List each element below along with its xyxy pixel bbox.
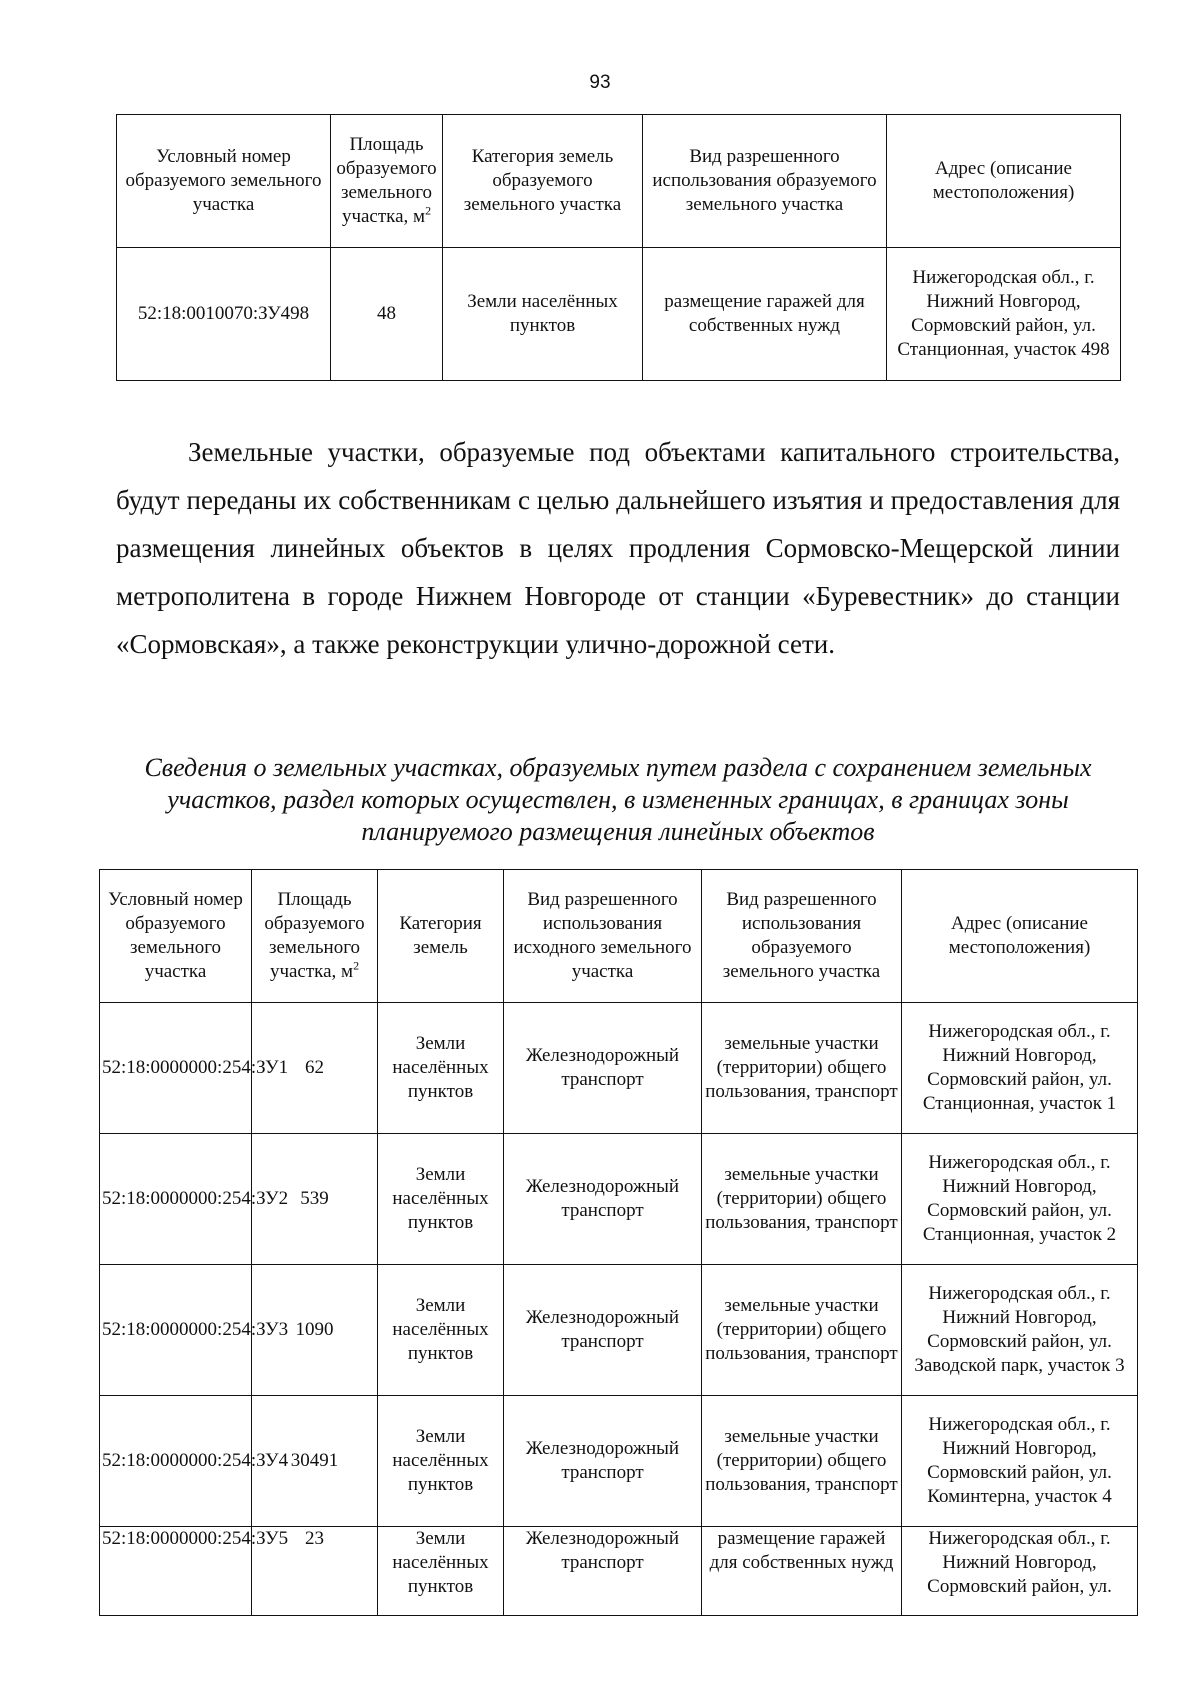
cell-source-use: Железнодорожный транспорт [504, 1265, 702, 1396]
cell-area: 62 [252, 1003, 378, 1134]
cell-source-use [504, 1527, 702, 1616]
cell-new-use: земельные участки (территории) общего пользования, транспорт [702, 1134, 902, 1265]
cell-area: 1090 [252, 1265, 378, 1396]
land-plot-table-1 [116, 114, 1121, 381]
cell-category: Земли населённых пунктов [443, 248, 643, 381]
cell-clip: Железнодорожный транспорт [525, 1528, 680, 1573]
cell-address: Нижегородская обл., г. Нижний Новгород, Сормовский район, ул. Станционная, участок 498 [887, 248, 1121, 381]
header-category: Категория земель [378, 870, 504, 1003]
cell-permitted-use: размещение гаражей для собственных нужд [643, 248, 887, 381]
table-caption: Сведения о земельных участках, образуемых путем раздела с сохранением земельных участков, раздел которых осуществлен, в измененных границах, в границах зоны планируемого размещения линейных объектов [144, 753, 1092, 846]
header-category: Категория земель образуемого земельного участка [443, 115, 643, 248]
cell-source-use: Железнодорожный транспорт [504, 1396, 702, 1527]
cell-source-use: Железнодорожный транспорт [504, 1003, 702, 1134]
cell-clip: Земли населённых пунктов [392, 1528, 489, 1597]
header-area: Площадь образуемого земельного участка, $м^2$ [331, 115, 443, 248]
table-row [100, 1134, 1138, 1265]
table-header-row [100, 870, 1138, 1003]
cell-area: 30491 [252, 1396, 378, 1527]
header-address: Адрес (описание местоположения) [902, 870, 1138, 1003]
cell-address: Нижегородская обл., г. Нижний Новгород, Сормовский район, ул. Заводской парк, участок 3 [902, 1265, 1138, 1396]
cell-category [378, 1527, 504, 1616]
cell-source-use: Железнодорожный транспорт [504, 1134, 702, 1265]
cell-category: Земли населённых пунктов [378, 1003, 504, 1134]
cell-new-use: земельные участки (территории) общего пользования, транспорт [702, 1396, 902, 1527]
table-row [100, 1265, 1138, 1396]
header-plot-number: Условный номер образуемого земельного участка [100, 870, 252, 1003]
cell-clip: 52:18:0000000:254:ЗУ5 [102, 1528, 289, 1549]
cell-new-use: земельные участки (территории) общего пользования, транспорт [702, 1003, 902, 1134]
header-area: Площадь образуемого земельного участка, $м^2$ [252, 870, 378, 1003]
cell-new-use: земельные участки (территории) общего пользования, транспорт [702, 1265, 902, 1396]
header-plot-number: Условный номер образуемого земельного участка [117, 115, 331, 248]
cell-new-use [702, 1527, 902, 1616]
cell-plot-number [100, 1527, 289, 1616]
table-row [100, 1527, 1138, 1616]
header-new-use: Вид разрешенного использования образуемого земельного участка [702, 870, 902, 1003]
header-permitted-use: Вид разрешенного использования образуемого земельного участка [643, 115, 887, 248]
cell-category: Земли населённых пунктов [378, 1265, 504, 1396]
cell-address: Нижегородская обл., г. Нижний Новгород, Сормовский район, ул. Станционная, участок 1 [902, 1003, 1138, 1134]
table-header-row [117, 115, 1121, 248]
cell-area: 48 [331, 248, 443, 381]
cell-plot-number: 52:18:0000000:254:ЗУ2 [100, 1134, 252, 1265]
cell-address [902, 1527, 1138, 1616]
table-row [100, 1003, 1138, 1134]
header-source-use: Вид разрешенного использования исходного земельного участка [504, 870, 702, 1003]
cell-plot-number: 52:18:0000000:254:ЗУ4 [100, 1396, 252, 1527]
land-plot-table-2 [99, 869, 1138, 1616]
cell-category: Земли населённых пунктов [378, 1134, 504, 1265]
table-row [117, 248, 1121, 381]
page-number: 93 [589, 72, 611, 93]
table-row [100, 1396, 1138, 1527]
body-paragraph: Земельные участки, образуемые под объектами капитального строительства, будут переданы их собственникам с целью дальнейшего изъятия и предоставления для размещения линейных объектов в целях продления Сормовско-Мещерской линии метрополитена в городе Нижнем Новгороде от станции «Буревестник» до станции «Сормовская», а также реконструкции улично-дорожной сети. [116, 437, 1120, 659]
header-address: Адрес (описание местоположения) [887, 115, 1121, 248]
cell-plot-number: 52:18:0010070:ЗУ498 [117, 248, 331, 381]
cell-category: Земли населённых пунктов [378, 1396, 504, 1527]
cell-clip: размещение гаражей для собственных нужд [709, 1528, 894, 1573]
cell-address: Нижегородская обл., г. Нижний Новгород, Сормовский район, ул. Коминтерна, участок 4 [902, 1396, 1138, 1527]
cell-area: 539 [252, 1134, 378, 1265]
cell-clip: Нижегородская обл., г. Нижний Новгород, Сормовский район, ул. [927, 1528, 1112, 1597]
cell-plot-number: 52:18:0000000:254:ЗУ3 [100, 1265, 252, 1396]
cell-clip: 23 [305, 1528, 324, 1549]
cell-address: Нижегородская обл., г. Нижний Новгород, Сормовский район, ул. Станционная, участок 2 [902, 1134, 1138, 1265]
cell-plot-number: 52:18:0000000:254:ЗУ1 [100, 1003, 252, 1134]
